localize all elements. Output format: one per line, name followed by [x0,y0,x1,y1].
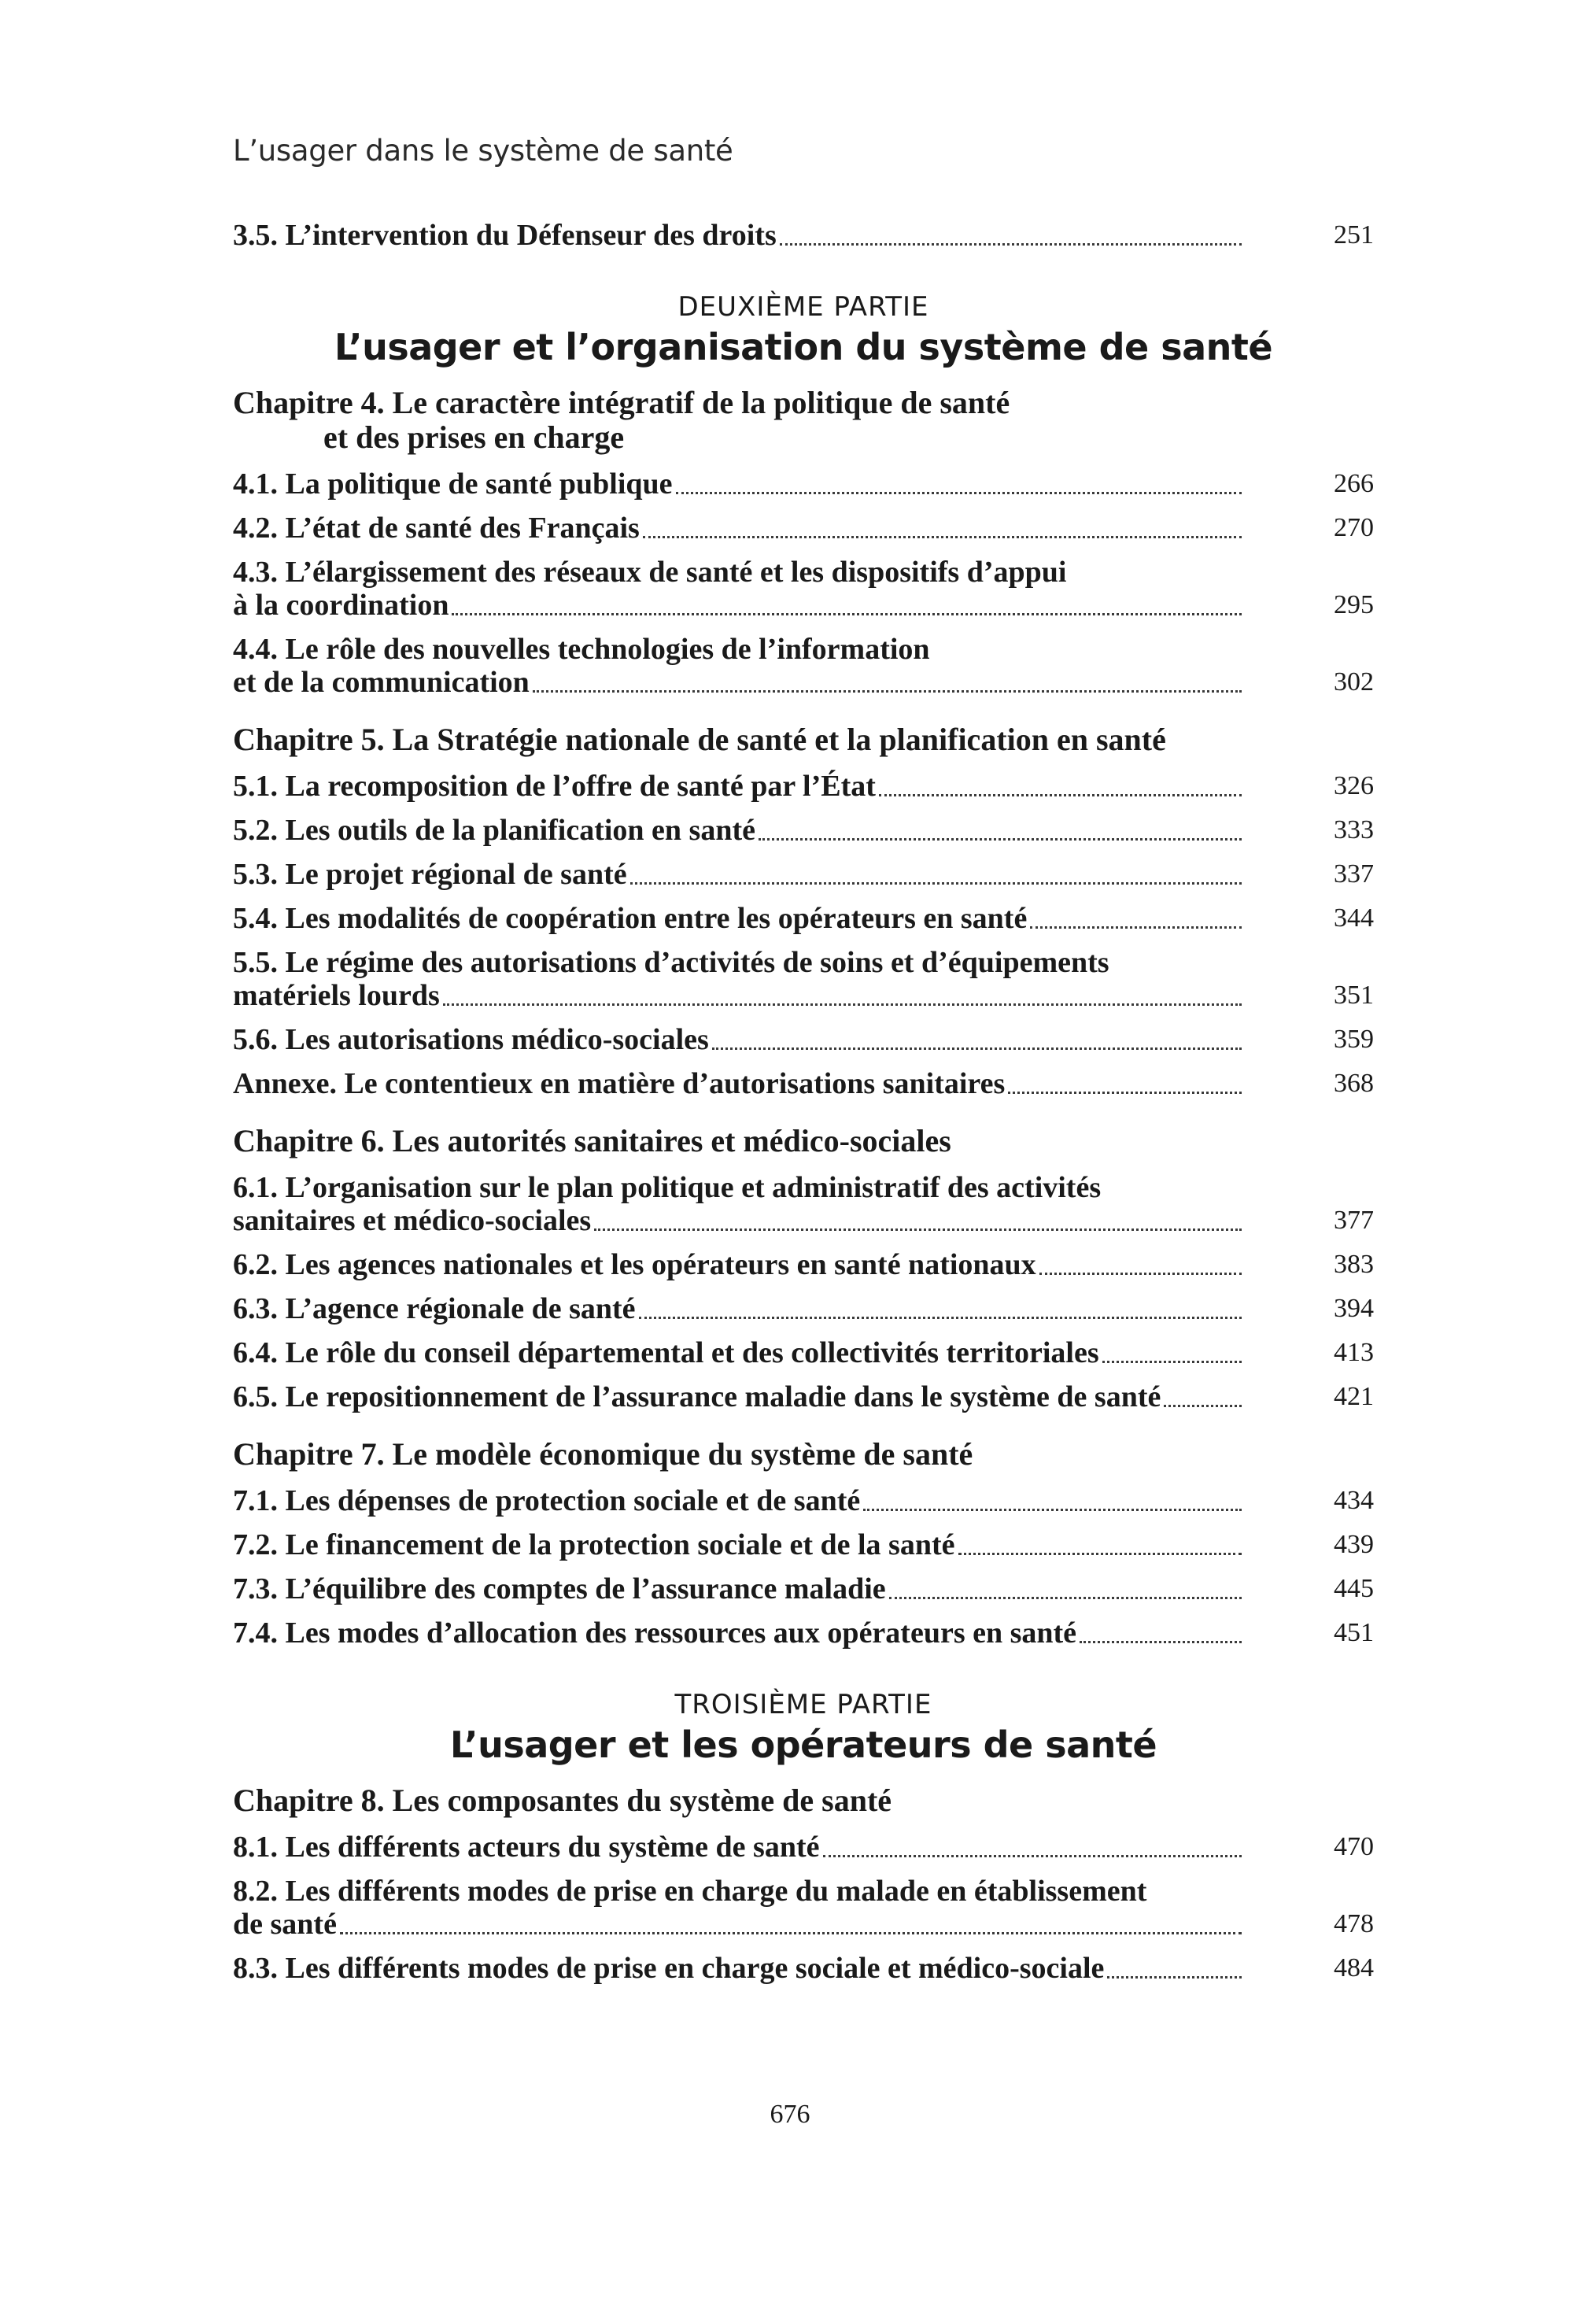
dot-leader [1080,1639,1242,1643]
toc-entry [233,1292,1374,1325]
toc-entry-title-line: 8.2. Les différents modes de prise en charge du malade en établissement [233,1875,1147,1908]
toc-entry-title: matériels lourds [233,979,440,1012]
chapter-heading [233,722,1374,757]
chapter-heading [233,1124,1374,1158]
toc-entry-title: 6.4. Le rôle du conseil départemental et des collectivités territoriales [233,1336,1099,1369]
toc-entry-title: 6.2. Les agences nationales et les opérateurs en santé nationaux [233,1248,1036,1281]
dot-leader [340,1931,1242,1934]
dot-leader [643,534,1242,538]
toc-entry-row [233,979,1374,1012]
dot-leader [533,689,1242,693]
toc-page-number: 439 [1334,1530,1374,1559]
toc-entry [233,1484,1374,1517]
toc-page-number: 359 [1334,1025,1374,1054]
dot-leader [630,881,1242,885]
toc-entry [233,1248,1374,1281]
toc-entry-title: 5.1. La recomposition de l’offre de santé par l’État [233,770,876,803]
chapter-heading [233,1783,1374,1818]
toc-entry-title: 6.3. L’agence régionale de santé [233,1292,636,1325]
toc-entry [233,1952,1374,1985]
chapter-heading [233,1437,1374,1472]
toc-entry-title: 7.3. L’équilibre des comptes de l’assurance maladie [233,1572,886,1605]
dot-leader [1039,1271,1242,1275]
chapter-title-line: Chapitre 4. Le caractère intégratif de la politique de santé [233,385,1010,420]
dot-leader [780,242,1242,246]
toc-entry [233,467,1374,501]
toc-entry-title-line: 6.1. L’organisation sur le plan politique et administratif des activités [233,1171,1102,1204]
toc-entry-title: 7.1. Les dépenses de protection sociale et de santé [233,1484,861,1517]
toc-entry-row [233,589,1374,622]
toc-entry-row [233,1908,1374,1941]
toc-page-number: 470 [1334,1832,1374,1861]
toc-entry-title: 8.3. Les différents modes de prise en charge sociale et médico-sociale [233,1952,1105,1985]
toc-page-number: 434 [1334,1486,1374,1515]
toc-entry-title: et de la communication [233,666,530,699]
toc-entry [233,556,1374,622]
toc-entry-title: 8.1. Les différents acteurs du système de santé [233,1831,820,1864]
dot-leader [1008,1090,1242,1094]
dot-leader [639,1315,1242,1319]
toc-entry [233,1023,1374,1056]
part-title: L’usager et les opérateurs de santé [449,1724,1157,1766]
toc-entry [233,1067,1374,1100]
toc-entry [233,1380,1374,1413]
toc-entry [233,219,1374,252]
part-label: DEUXIÈME PARTIE [677,291,929,323]
toc-entry [233,1831,1374,1864]
toc-page-number: 421 [1334,1382,1374,1411]
dot-leader [1164,1403,1242,1407]
chapter-heading [233,386,1374,455]
toc-entry-title: 6.5. Le repositionnement de l’assurance maladie dans le système de santé [233,1380,1161,1413]
chapter-title-line: Chapitre 5. La Stratégie nationale de santé et la planification en santé [233,722,1166,757]
dot-leader [1107,1975,1242,1979]
toc-page-number: 333 [1334,815,1374,844]
toc-page-number: 377 [1334,1206,1374,1235]
toc-entry [233,902,1374,935]
toc-page-number: 478 [1334,1909,1374,1938]
toc-page-number: 344 [1334,903,1374,933]
chapter-title-line: Chapitre 6. Les autorités sanitaires et médico-sociales [233,1123,951,1158]
toc-entry-row [233,666,1374,699]
chapter-title-line: Chapitre 7. Le modèle économique du système de santé [233,1436,973,1472]
toc-entry-title: sanitaires et médico-sociales [233,1204,592,1237]
toc-entry [233,1572,1374,1605]
toc-entry-title: 5.4. Les modalités de coopération entre les opérateurs en santé [233,902,1028,935]
toc-entry-title: 3.5. L’intervention du Défenseur des droits [233,219,777,252]
toc-page-number: 413 [1334,1338,1374,1367]
dot-leader [823,1853,1242,1857]
toc-entry-title: 4.2. L’état de santé des Français [233,512,640,545]
dot-leader [889,1595,1242,1599]
toc-page-number: 251 [1334,220,1374,249]
dot-leader [443,1002,1242,1006]
toc-page-number: 394 [1334,1294,1374,1323]
toc-entry-row [233,1204,1374,1237]
dot-leader [452,611,1242,615]
toc-entry-title: de santé [233,1908,337,1941]
dot-leader [712,1046,1242,1050]
toc-page-number: 337 [1334,859,1374,889]
toc-entry-title: 5.6. Les autorisations médico-sociales [233,1023,709,1056]
dot-leader [863,1507,1242,1511]
toc-page-number: 270 [1334,513,1374,542]
toc-entry-title: 7.2. Le financement de la protection sociale et de la santé [233,1528,955,1561]
toc-page-number: 451 [1334,1618,1374,1647]
toc-page-number: 295 [1334,590,1374,619]
dot-leader [594,1227,1242,1231]
toc-page-number: 266 [1334,469,1374,498]
dot-leader [958,1551,1242,1555]
toc-entry-title: 5.2. Les outils de la planification en santé [233,814,755,847]
chapter-title-line: Chapitre 8. Les composantes du système de santé [233,1783,892,1818]
toc-entry [233,1616,1374,1650]
table-of-contents [233,219,1374,1996]
toc-entry-title-line: 4.3. L’élargissement des réseaux de santé et les dispositifs d’appui [233,556,1067,589]
part-label: TROISIÈME PARTIE [674,1689,932,1720]
toc-entry-title-line: 5.5. Le régime des autorisations d’activités de soins et d’équipements [233,946,1109,979]
toc-page-number: 484 [1334,1953,1374,1982]
toc-entry [233,946,1374,1012]
toc-entry [233,512,1374,545]
dot-leader [1102,1359,1242,1363]
toc-entry-title: Annexe. Le contentieux en matière d’autorisations sanitaires [233,1067,1006,1100]
chapter-title-line: et des prises en charge [323,419,625,455]
toc-entry-title: à la coordination [233,589,449,622]
toc-entry [233,858,1374,891]
toc-entry-title: 7.4. Les modes d’allocation des ressources aux opérateurs en santé [233,1616,1077,1650]
toc-entry [233,1336,1374,1369]
toc-page-number: 326 [1334,771,1374,800]
toc-page-number: 445 [1334,1574,1374,1603]
part-title: L’usager et l’organisation du système de santé [334,326,1273,368]
toc-page-number: 368 [1334,1069,1374,1098]
toc-entry-title: 5.3. Le projet régional de santé [233,858,627,891]
toc-entry-title-line: 4.4. Le rôle des nouvelles technologies de l’information [233,633,930,666]
dot-leader [759,837,1242,841]
toc-page-number: 302 [1334,667,1374,696]
toc-page-number: 383 [1334,1250,1374,1279]
toc-page-number: 351 [1334,981,1374,1010]
toc-entry-title: 4.1. La politique de santé publique [233,467,673,501]
toc-entry [233,770,1374,803]
dot-leader [879,793,1242,796]
page-number: 676 [770,2100,810,2129]
toc-entry [233,633,1374,699]
toc-entry [233,1528,1374,1561]
running-head: L’usager dans le système de santé [233,134,733,168]
toc-entry [233,814,1374,847]
toc-entry [233,1171,1374,1237]
dot-leader [676,490,1242,494]
toc-entry [233,1875,1374,1941]
dot-leader [1030,925,1242,929]
